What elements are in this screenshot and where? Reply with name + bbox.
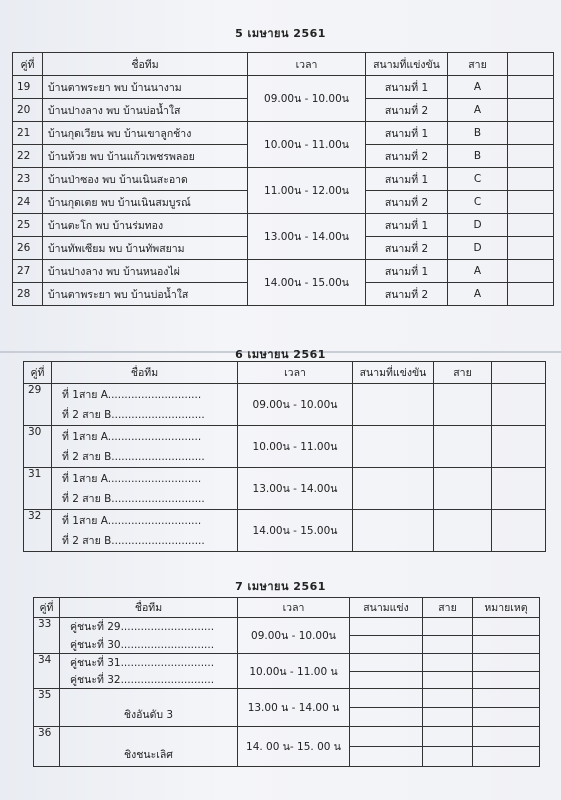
blank-cell [508,283,554,306]
group-cell [423,671,473,689]
table-row [34,618,540,636]
match-field: สนามที่ 1 [366,260,448,283]
header-blank [492,362,546,384]
note-cell [473,727,540,747]
field-cell [350,708,423,727]
day3-title: 7 เมษายน 2561 [235,580,326,593]
match-time: 11.00น - 12.00น [248,168,366,214]
match-teams: บ้านปางลาง พบ บ้านหนองไผ่ [43,260,248,283]
match-group: C [448,191,508,214]
blank-cell [508,76,554,99]
day1-title: 5 เมษายน 2561 [235,27,326,40]
field-cell [350,689,423,708]
match-teams: บ้านป่าซอง พบ บ้านเนินสะอาด [43,168,248,191]
match-teams: บ้านตาพระยา พบ บ้านนางาม [43,76,248,99]
day1-schedule-table [12,52,554,306]
blank-cell [492,510,546,552]
match-teams: บ้านตาพระยา พบ บ้านบ่อน้ำใส [43,283,248,306]
header-no: คู่ที่ [34,598,60,618]
blank-cell [508,191,554,214]
match-no: 26 [13,237,43,260]
group-cell [434,384,492,426]
group-cell [423,747,473,767]
group-cell [434,510,492,552]
day3-schedule-table [33,597,540,767]
field-cell [353,384,434,426]
match-no: 32 [24,510,52,552]
group-cell [423,654,473,672]
header-time: เวลา [238,362,353,384]
blank-cell [508,145,554,168]
match-group: B [448,145,508,168]
team-slot-2: ที่ 2 สาย B............................ [52,531,238,552]
match-no: 20 [13,99,43,122]
field-cell [350,747,423,767]
header-field: สนามที่แข่งขัน [366,53,448,76]
match-time: 10.00น - 11.00น [248,122,366,168]
match-time: 09.00น - 10.00น [248,76,366,122]
match-no: 28 [13,283,43,306]
match-no: 23 [13,168,43,191]
header-no: คู่ที่ [24,362,52,384]
header-field: สนามแข่ง [350,598,423,618]
header-note: หมายเหตุ [473,598,540,618]
blank-cell [508,237,554,260]
match-teams: บ้านทัพเซียม พบ บ้านทัพสยาม [43,237,248,260]
match-field: สนามที่ 2 [366,283,448,306]
blank-cell [508,260,554,283]
day2-title: 6 เมษายน 2561 [235,348,326,361]
header-field: สนามที่แข่งขัน [353,362,434,384]
match-group: A [448,76,508,99]
match-field: สนามที่ 2 [366,237,448,260]
team-slot-1: คู่ชนะที่ 31............................ [60,654,238,672]
blank-cell [492,426,546,468]
group-cell [423,618,473,636]
blank-cell [508,214,554,237]
header-time: เวลา [248,53,366,76]
team-slot-2: คู่ชนะที่ 32............................ [60,671,238,689]
match-time: 13.00น - 14.00น [238,468,353,510]
field-cell [350,654,423,672]
group-cell [423,636,473,654]
team-slot-1: ที่ 1สาย A............................ [52,384,238,405]
field-cell [350,618,423,636]
table-row [34,727,540,747]
match-no: 29 [24,384,52,426]
group-cell [423,708,473,727]
match-no: 22 [13,145,43,168]
match-time: 13.00น - 14.00น [248,214,366,260]
note-cell [473,618,540,636]
match-no: 34 [34,654,60,689]
match-teams: บ้านกุดเตย พบ บ้านเนินสมบูรณ์ [43,191,248,214]
match-time: 14.00น - 15.00น [248,260,366,306]
group-cell [423,727,473,747]
match-field: สนามที่ 2 [366,145,448,168]
match-group: A [448,260,508,283]
note-cell [473,689,540,708]
team-slot-1: คู่ชนะที่ 29............................ [60,618,238,636]
match-no: 24 [13,191,43,214]
team-slot-2: ที่ 2 สาย B............................ [52,447,238,468]
table-row [13,260,554,283]
match-teams: บ้านตะโก พบ บ้านร่มทอง [43,214,248,237]
field-cell [350,636,423,654]
match-group: B [448,122,508,145]
header-group: สาย [448,53,508,76]
match-group: A [448,283,508,306]
match-field: สนามที่ 1 [366,168,448,191]
note-cell [473,671,540,689]
match-field: สนามที่ 1 [366,76,448,99]
match-no: 19 [13,76,43,99]
match-no: 27 [13,260,43,283]
match-field: สนามที่ 2 [366,99,448,122]
table-row [34,689,540,708]
match-label: ชิงชนะเลิศ [60,727,238,767]
match-no: 30 [24,426,52,468]
team-slot-2: ที่ 2 สาย B............................ [52,489,238,510]
match-no: 21 [13,122,43,145]
match-field: สนามที่ 2 [366,191,448,214]
day2-schedule-table [23,361,546,552]
table-row [24,426,546,447]
match-time: 14. 00 น- 15. 00 น [238,727,350,767]
match-no: 36 [34,727,60,767]
table-header-row [34,598,540,618]
field-cell [350,671,423,689]
blank-cell [492,468,546,510]
match-group: D [448,237,508,260]
group-cell [434,426,492,468]
group-cell [423,689,473,708]
match-no: 25 [13,214,43,237]
match-group: C [448,168,508,191]
table-header-row [13,53,554,76]
table-row [24,468,546,489]
field-cell [350,727,423,747]
match-field: สนามที่ 1 [366,214,448,237]
header-blank [508,53,554,76]
note-cell [473,654,540,672]
table-row [13,214,554,237]
team-slot-1: ที่ 1สาย A............................ [52,510,238,531]
blank-cell [508,99,554,122]
table-row [13,122,554,145]
match-time: 09.00น - 10.00น [238,618,350,654]
table-row [13,76,554,99]
field-cell [353,468,434,510]
table-row [24,384,546,405]
note-cell [473,636,540,654]
match-group: A [448,99,508,122]
match-no: 31 [24,468,52,510]
match-no: 33 [34,618,60,654]
match-label: ชิงอันดับ 3 [60,689,238,727]
match-teams: บ้านปางลาง พบ บ้านบ่อน้ำใส [43,99,248,122]
header-team: ชื่อทีม [60,598,238,618]
match-time: 09.00น - 10.00น [238,384,353,426]
match-time: 10.00น - 11.00น [238,426,353,468]
match-teams: บ้านห้วย พบ บ้านแก้วเพชรพลอย [43,145,248,168]
match-time: 10.00น - 11.00 น [238,654,350,689]
note-cell [473,708,540,727]
group-cell [434,468,492,510]
table-header-row [24,362,546,384]
field-cell [353,426,434,468]
header-group: สาย [423,598,473,618]
match-field: สนามที่ 1 [366,122,448,145]
note-cell [473,747,540,767]
match-no: 35 [34,689,60,727]
team-slot-2: คู่ชนะที่ 30............................ [60,636,238,654]
team-slot-1: ที่ 1สาย A............................ [52,468,238,489]
blank-cell [492,384,546,426]
table-row [34,654,540,672]
header-team: ชื่อทีม [43,53,248,76]
header-team: ชื่อทีม [52,362,238,384]
table-row [24,510,546,531]
match-group: D [448,214,508,237]
match-time: 14.00น - 15.00น [238,510,353,552]
match-teams: บ้านกุดเวียน พบ บ้านเขาลูกช้าง [43,122,248,145]
blank-cell [508,168,554,191]
match-time: 13.00 น - 14.00 น [238,689,350,727]
header-no: คู่ที่ [13,53,43,76]
team-slot-1: ที่ 1สาย A............................ [52,426,238,447]
table-row [13,168,554,191]
team-slot-2: ที่ 2 สาย B............................ [52,405,238,426]
header-time: เวลา [238,598,350,618]
field-cell [353,510,434,552]
blank-cell [508,122,554,145]
header-group: สาย [434,362,492,384]
